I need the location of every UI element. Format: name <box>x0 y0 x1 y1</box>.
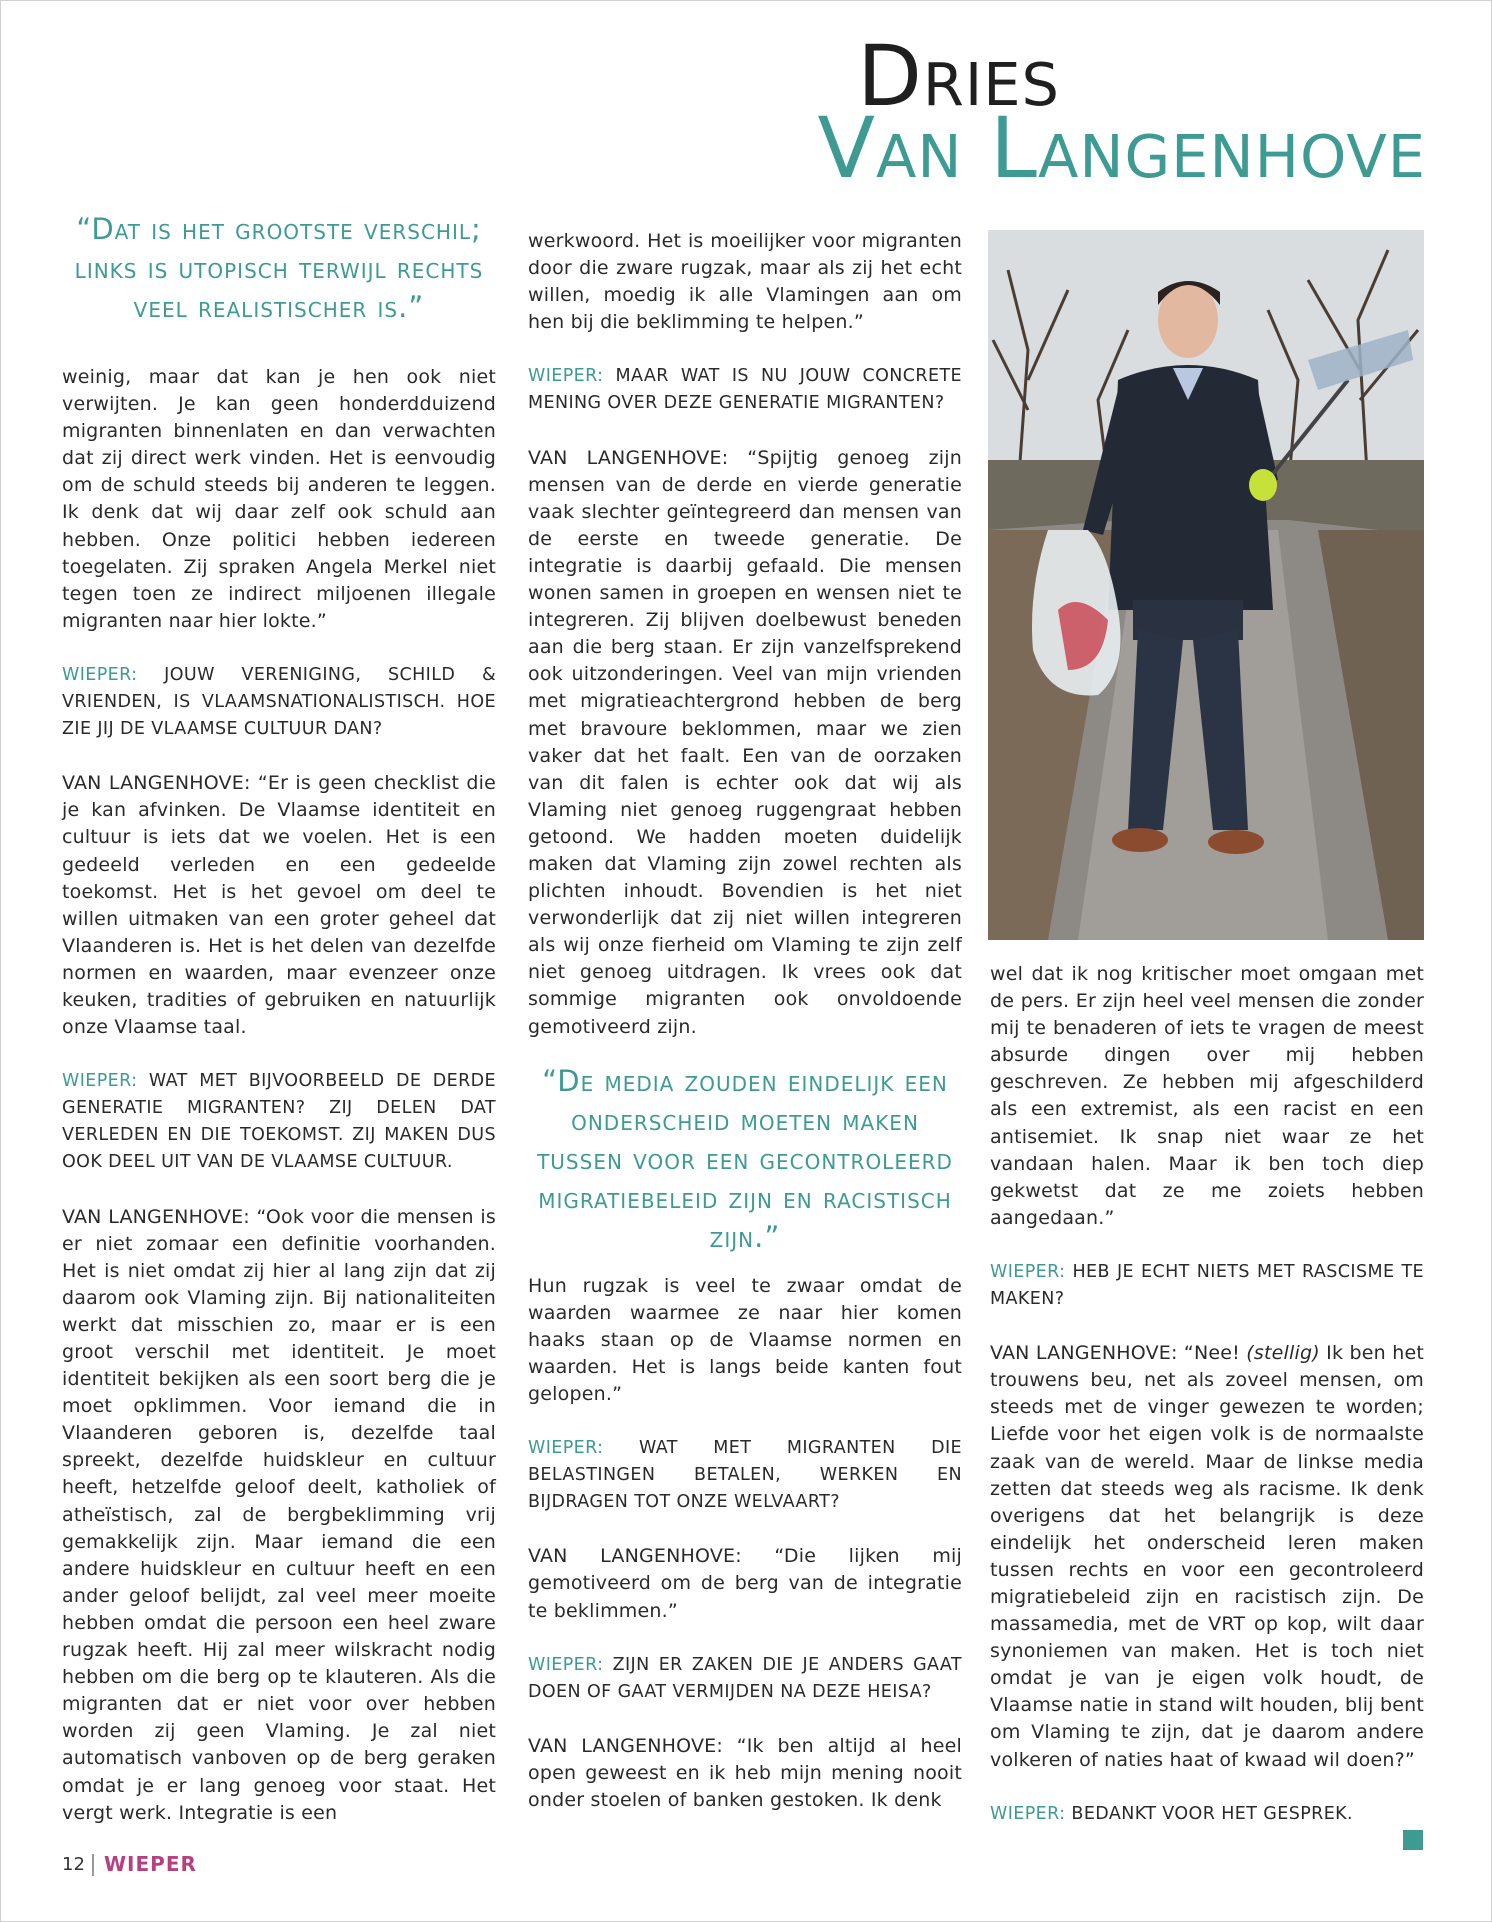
paragraph: wel dat ik nog kritischer moet omgaan met de pers. Er zijn heel veel mensen die zonder mij te benaderen of iets te vragen de meest absurde dingen over mij hebben geschreven. Ze hebben mij afgeschilderd als een extremist, als een racist en een antisemiet. Ik snap niet waar ze het vandaan halen. Maar ik ben toch diep gekwetst dat ze me zoiets hebben aangedaan.” <box>990 963 1424 1229</box>
interview-question <box>990 1259 1424 1313</box>
interview-question <box>62 662 496 743</box>
interview-answer: VAN LANGENHOVE: “Spijtig genoeg zijn mensen van de derde en vierde generatie vaak slechter geïntegreerd dan mensen van de eerste en tweede generatie. De integratie is daarbij gefaald. Die mensen wonen samen in groepen en wensen niet te integreren. Zij blijven doelbewust beneden aan die berg staan. Er zijn vanzelfsprekend ook uitzonderingen. Veel van mijn vrienden met migratieachtergrond hebben de berg met bravoure beklommen, maar we zien vaker dat het faalt. Een van de oorzaken van dit falen is echter ook dat wij als Vlaming niet genoeg ruggengraat hebben getoond. We hadden moeten duidelijk maken dat Vlaming zijn zowel rechten als plichten inhoudt. Bovendien is het niet verwonderlijk dat zij niet willen integreren als wij onze fierheid om Vlaming te zijn zelf niet genoeg uitdragen. Ik vrees ook dat sommige migranten ook onvoldoende gemotiveerd zijn. <box>528 446 962 1038</box>
interview-answer: VAN LANGENHOVE: “Ook voor die mensen is er niet zomaar een definitie voorhanden. Het is niet omdat zij hier al lang zijn dat zij daarom ook Vlaming zijn. Bij nationaliteiten werkt dat misschien zo, maar er is een groot verschil met identiteit. Je moet identiteit bekijken als een soort berg die je moet opklimmen. Voor iemand die in Vlaanderen geboren is, dezelfde taal spreekt, dezelfde huidskleur en cultuur heeft, hetzelfde geloof deelt, katholiek of atheïstisch, zal de bergbeklimming vrij gemakkelijk zijn. Maar iemand die een andere huidskleur en cultuur heeft en een ander geloof belijdt, zal veel meer moeite hebben omdat die persoon een heel zware rugzak heeft. Hij zal meer wilskracht nodig hebben om die berg op te klauteren. Als die migranten dat er niet voor over hebben worden zij geen Vlaming. Je zal niet automatisch vanboven op de berg geraken omdat je er lang genoeg voor staat. Het vergt werk. Integratie is een <box>62 1205 496 1824</box>
question-text: BEDANKT VOOR HET GESPREK. <box>1065 1803 1354 1824</box>
interview-question <box>990 1801 1424 1828</box>
question-text: JOUW VERENIGING, SCHILD & VRIENDEN, IS VLAAMSNATIONALISTISCH. HOE ZIE JIJ DE VLAAMSE CULTUUR DAN? <box>62 664 496 740</box>
title-last-name: Van Langenhove <box>817 99 1426 197</box>
pull-quote-2: “De media zouden eindelijk een onderscheid moeten maken tussen voor een gecontroleerd migratiebeleid zijn en racistisch zijn.” <box>537 1064 953 1254</box>
question-text: MAAR WAT IS NU JOUW CONCRETE MENING OVER DEZE GENERATIE MIGRANTEN? <box>528 366 962 414</box>
answer-aside: (stellig) <box>1246 1342 1320 1365</box>
end-mark <box>1403 1830 1423 1850</box>
answer-text: Ik ben het trouwens beu, net als zoveel mensen, om steeds met de vinger gewezen te worden; Liefde voor het eigen volk is de normaalste zaak van de wereld. Maar de linkse media zetten dat steeds weg als racisme. Ik denk overigens dat het belangrijk is deze eindelijk het onderscheid leren maken tussen rechts en voor een gecontroleerd migratiebeleid zijn en racistisch zijn. De massamedia, met de VRT op kop, wilt daar synoniemen van maken. Het is toch niet omdat je van je eigen volk houdt, de Vlaamse natie in stand wilt houden, blij bent om Vlaming te zijn, dat je daarom andere volkeren of naties haat of kwaad wil doen?” <box>990 1342 1424 1771</box>
question-label: WIEPER: <box>528 1438 604 1459</box>
page-number: 12 <box>62 1854 85 1875</box>
question-label: WIEPER: <box>990 1261 1066 1282</box>
title-first-name: Dries <box>857 27 1060 125</box>
question-text: WAT MET MIGRANTEN DIE BELASTINGEN BETALEN, WERKEN EN BIJDRAGEN TOT ONZE WELVAART? <box>528 1438 962 1513</box>
footer-divider <box>92 1854 94 1876</box>
interview-question <box>62 1068 496 1176</box>
question-text: ZIJN ER ZAKEN DIE JE ANDERS GAAT DOEN OF GAAT VERMIJDEN NA DEZE HEISA? <box>528 1654 962 1702</box>
question-label: WIEPER: <box>990 1803 1066 1824</box>
interview-answer <box>990 1340 1424 1774</box>
interview-photo <box>988 230 1424 940</box>
interview-answer: VAN LANGENHOVE: “Er is geen checklist die je kan afvinken. De Vlaamse identiteit en cultuur is iets dat we voelen. Het is een gedeeld verleden en een gedeelde toekomst. Het is het gevoel om deel te willen uitmaken van een groter geheel dat Vlaanderen is. Het is het delen van dezelfde normen en waarden, maar evenzeer onze keuken, tradities of gebruiken en natuurlijk onze Vlaamse taal. <box>62 772 496 1039</box>
paragraph: werkwoord. Het is moeilijker voor migranten door die zware rugzak, maar als zij het echt willen, moedig ik alle Vlamingen aan om hen bij die beklimming te helpen.” <box>528 230 962 334</box>
interview-question <box>528 1435 962 1516</box>
interview-question <box>528 363 962 417</box>
interview-answer: VAN LANGENHOVE: “Ik ben altijd al heel open geweest en ik heb mijn mening nooit onder stoelen of banken gestoken. Ik denk <box>528 1734 962 1812</box>
paragraph: Hun rugzak is veel te zwaar omdat de waarden waarmee ze naar hier komen haaks staan op de Vlaamse normen en waarden. Het is langs beide kanten fout gelopen.” <box>528 1274 962 1405</box>
question-label: WIEPER: <box>62 664 138 685</box>
photo-illustration <box>988 230 1424 940</box>
magazine-logo: WIEPER <box>104 1852 197 1876</box>
column-2 <box>528 228 962 1841</box>
pull-quote-1: “Dat is het grootste verschil; links is utopisch terwijl rechts veel realistischer is.” <box>74 212 484 324</box>
column-1 <box>62 364 496 1854</box>
interview-question <box>528 1652 962 1706</box>
column-3 <box>990 961 1424 1855</box>
question-label: WIEPER: <box>62 1071 138 1092</box>
paragraph: weinig, maar dat kan je hen ook niet verwijten. Je kan geen honderdduizend migranten binnenlaten en dan verwachten dat zij direct werk vinden. Het is eenvoudig om de schuld steeds bij anderen te leggen. Ik denk dat wij daar zelf ook schuld aan hebben. Onze politici hebben iedereen toegelaten. Zij spraken Angela Merkel niet tegen toen ze indirect miljoenen illegale migranten naar hier lokte.” <box>62 366 496 632</box>
interview-answer: VAN LANGENHOVE: “Die lijken mij gemotiveerd om de berg van de integratie te beklimmen.” <box>528 1545 962 1622</box>
question-text: HEB JE ECHT NIETS MET RASCISME TE MAKEN? <box>990 1261 1424 1310</box>
question-label: WIEPER: <box>528 366 604 387</box>
question-label: WIEPER: <box>528 1654 604 1675</box>
question-text: WAT MET BIJVOORBEELD DE DERDE GENERATIE MIGRANTEN? ZIJ DELEN DAT VERLEDEN EN DIE TOEKOMST. ZIJ MAKEN DUS OOK DEEL UIT VAN DE VLAAMSE CULTUUR. <box>62 1071 496 1173</box>
answer-text: VAN LANGENHOVE: “Nee! <box>990 1342 1247 1365</box>
